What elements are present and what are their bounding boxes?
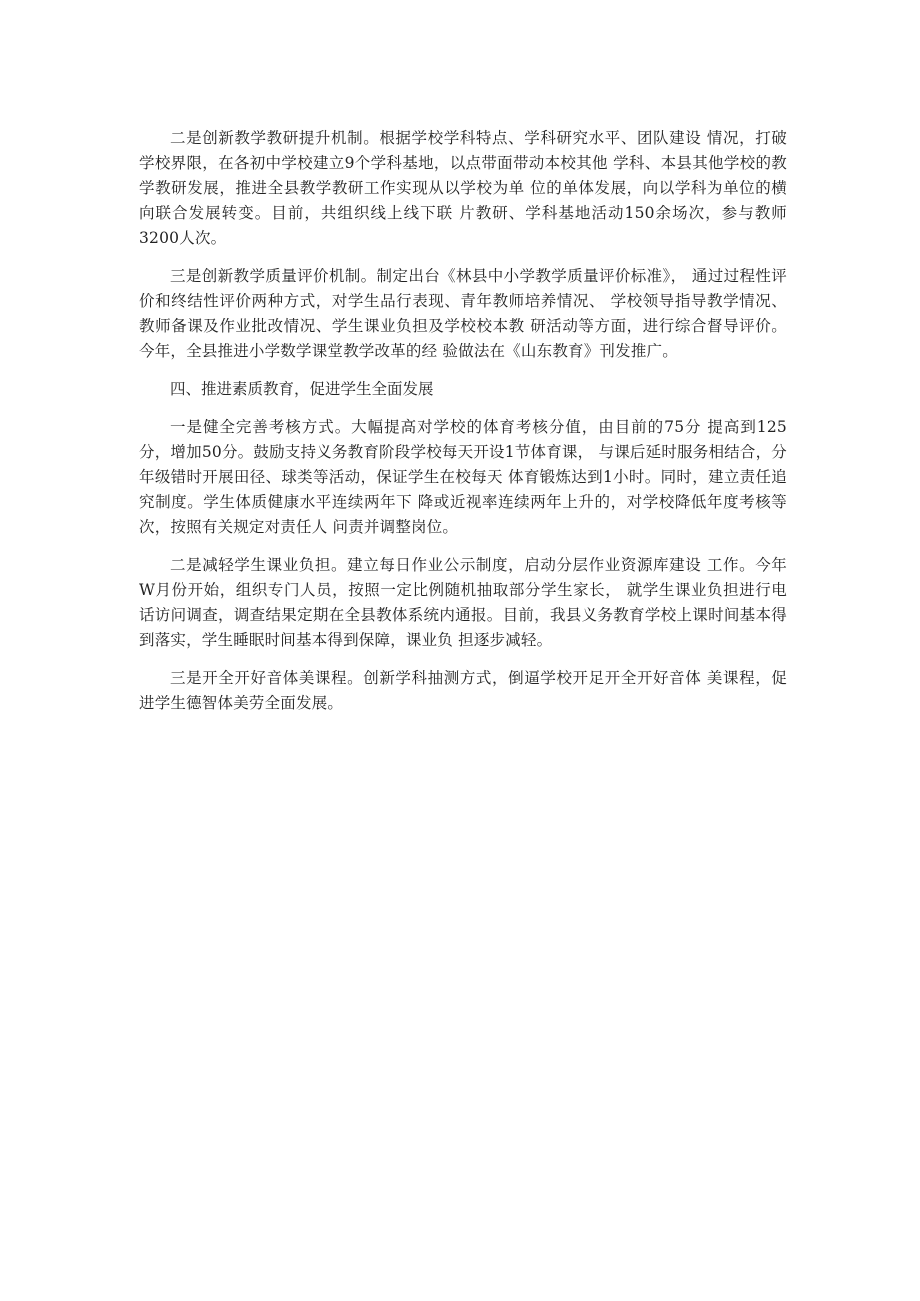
section-heading-quality-education: 四、推进素质教育，促进学生全面发展 bbox=[170, 380, 434, 398]
document-body bbox=[139, 126, 787, 729]
paragraph-assessment-methods: 一是健全完善考核方式。大幅提高对学校的体育考核分值，由目前的75分 提高到125分，增加50分。鼓励支持义务教育阶段学校每天开设1节体育课， 与课后延时服务相结合，分年级错时开展田径、球类等活动，保证学生在校每天 体育锻炼达到1小时。同时，建立责任追究制度。学生体质健康水平连续两年下 降或近视率连续两年上升的，对学校降低年度考核等次，按照有关规定对责任人 问责并调整岗位。 bbox=[139, 418, 787, 536]
paragraph-reduce-homework-burden: 二是减轻学生课业负担。建立每日作业公示制度，启动分层作业资源库建设 工作。今年W月份开始，组织专门人员，按照一定比例随机抽取部分学生家长， 就学生课业负担进行电话访问调查，调查结果定期在全县教体系统内通报。目前，我县义务教育学校上课时间基本得到落实，学生睡眠时间基本得到保障，课业负 担逐步减轻。 bbox=[139, 556, 787, 649]
paragraph-arts-sports-courses: 三是开全开好音体美课程。创新学科抽测方式，倒逼学校开足开全开好音体 美课程，促进学生德智体美劳全面发展。 bbox=[139, 669, 787, 712]
paragraph-quality-evaluation-mechanism: 三是创新教学质量评价机制。制定出台《林县中小学教学质量评价标准》， 通过过程性评价和终结性评价两种方式，对学生品行表现、青年教师培养情况、 学校领导指导教学情况、教师备课及作业批改情况、学生课业负担及学校校本教 研活动等方面，进行综合督导评价。今年，全县推进小学数学课堂教学改革的经 验做法在《山东教育》刊发推广。 bbox=[139, 267, 787, 360]
paragraph-teaching-research-mechanism: 二是创新教学教研提升机制。根据学校学科特点、学科研究水平、团队建设 情况，打破学校界限，在各初中学校建立9个学科基地，以点带面带动本校其他 学科、本县其他学校的教学教研发展，推进全县教学教研工作实现从以学校为单 位的单体发展，向以学科为单位的横向联合发展转变。目前，共组织线上线下联 片教研、学科基地活动150余场次，参与教师3200人次。 bbox=[139, 129, 787, 247]
